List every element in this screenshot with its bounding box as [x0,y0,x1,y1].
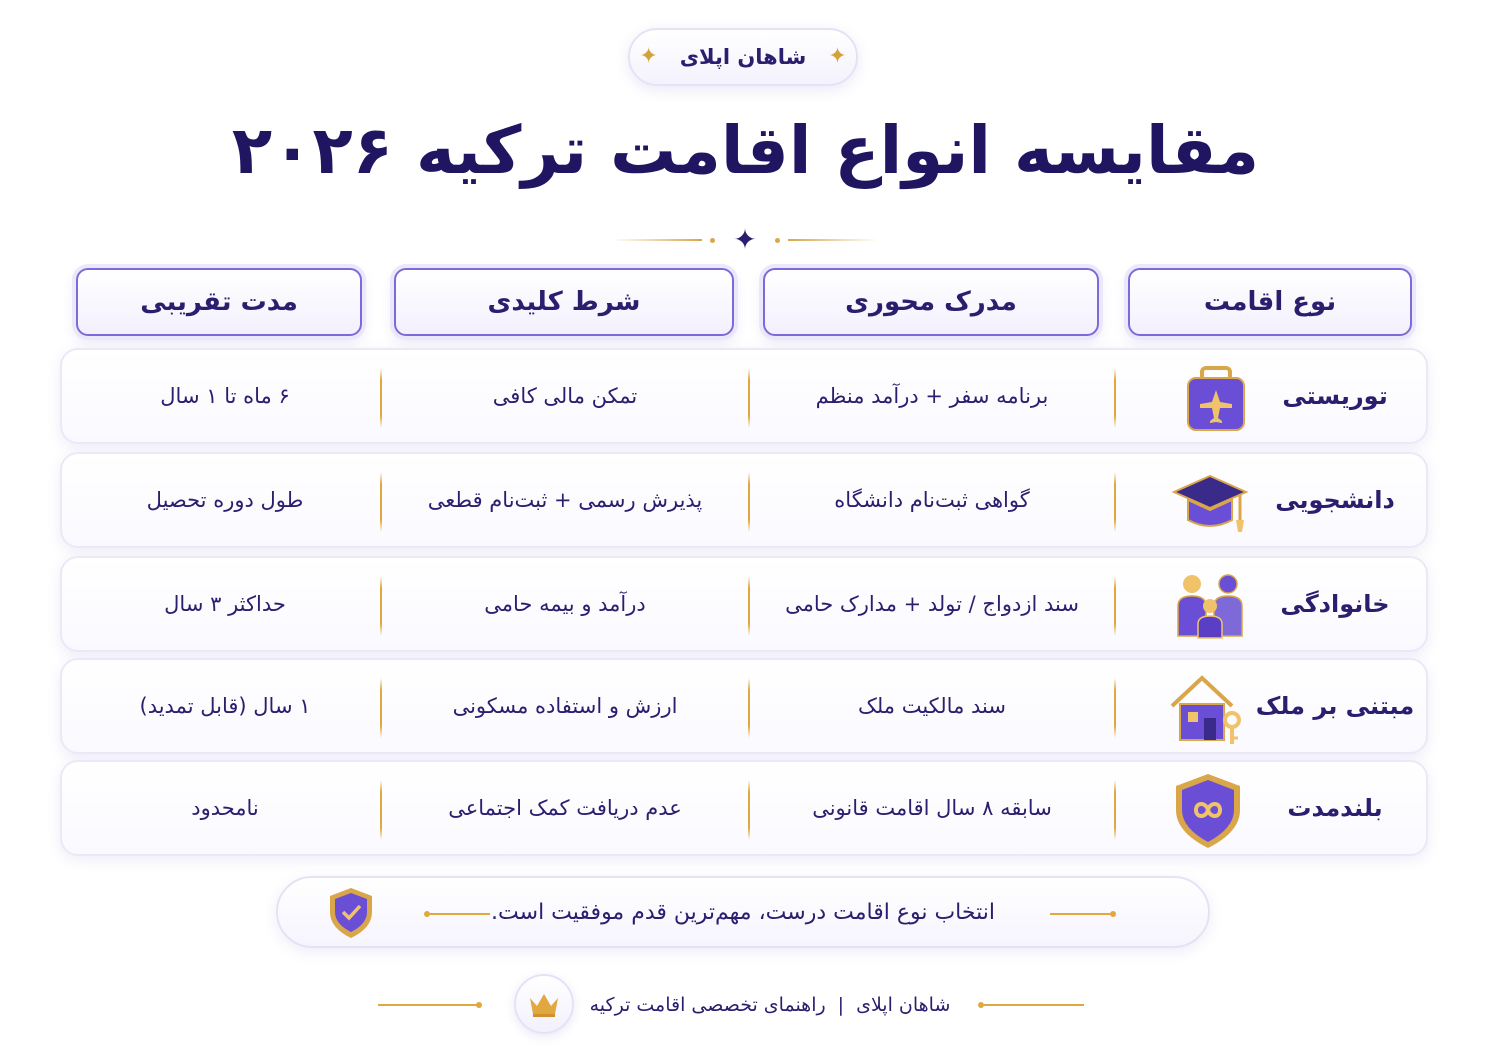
document-cell: سند مالکیت ملک [858,694,1006,718]
condition-cell: درآمد و بیمه حامی [484,592,646,616]
bottom-brand: شاهان اپلای [856,994,951,1016]
document-cell: برنامه سفر + درآمد منظم [815,384,1049,408]
duration-cell: ۱ سال (قابل تمدید) [139,694,311,718]
table-row [60,556,1428,652]
sparkle-icon: ✦ [639,44,658,69]
bottom-tagline: راهنمای تخصصی اقامت ترکیه [589,994,826,1016]
condition-cell: پذیرش رسمی + ثبت‌نام قطعی [427,488,703,512]
family-icon [1170,566,1250,646]
condition-cell: تمکن مالی کافی [492,384,638,408]
footer-note [276,876,1210,948]
house-key-icon [1166,668,1246,748]
infinity-shield-icon [1168,770,1248,850]
condition-cell: عدم دریافت کمک اجتماعی [448,796,682,820]
document-cell: گواهی ثبت‌نام دانشگاه [834,488,1030,512]
header-condition: شرط کلیدی [394,268,734,336]
duration-cell: حداکثر ۳ سال [164,592,286,616]
graduation-cap-icon [1170,462,1250,542]
residence-type: دانشجویی [1275,486,1395,514]
residence-type: مبتنی بر ملک [1255,692,1415,720]
bottom-separator: | [837,994,845,1016]
star-icon: ✦ [733,223,757,256]
residence-type: بلندمدت [1287,794,1383,822]
condition-cell: ارزش و استفاده مسکونی [452,694,678,718]
bottom-credit [590,990,950,1020]
duration-cell: ۶ ماه تا ۱ سال [160,384,290,408]
document-cell: سابقه ۸ سال اقامت قانونی [812,796,1052,820]
table-row [60,452,1428,548]
residence-type: خانوادگی [1280,590,1390,618]
page-title: مقایسه انواع اقامت ترکیه ۲۰۲۶ [231,112,1260,189]
header-duration: مدت تقریبی [76,268,362,336]
header-document: مدرک محوری [763,268,1099,336]
duration-cell: نامحدود [191,796,259,820]
duration-cell: طول دوره تحصیل [146,488,304,512]
crown-badge [514,974,574,1034]
footer-note-text: انتخاب نوع اقامت درست، مهم‌ترین قدم موفقیت است. [491,899,995,925]
table-row [60,760,1428,856]
title-divider [606,223,884,256]
brand-badge [628,28,858,86]
suitcase-airplane-icon [1176,358,1256,438]
sparkle-icon: ✦ [828,44,847,69]
header-type: نوع اقامت [1128,268,1412,336]
brand-name: شاهان اپلای [679,45,807,69]
table-row [60,348,1428,444]
crown-icon [528,990,560,1018]
document-cell: سند ازدواج / تولد + مدارک حامی [785,592,1079,616]
residence-type: توریستی [1282,382,1388,410]
table-row [60,658,1428,754]
